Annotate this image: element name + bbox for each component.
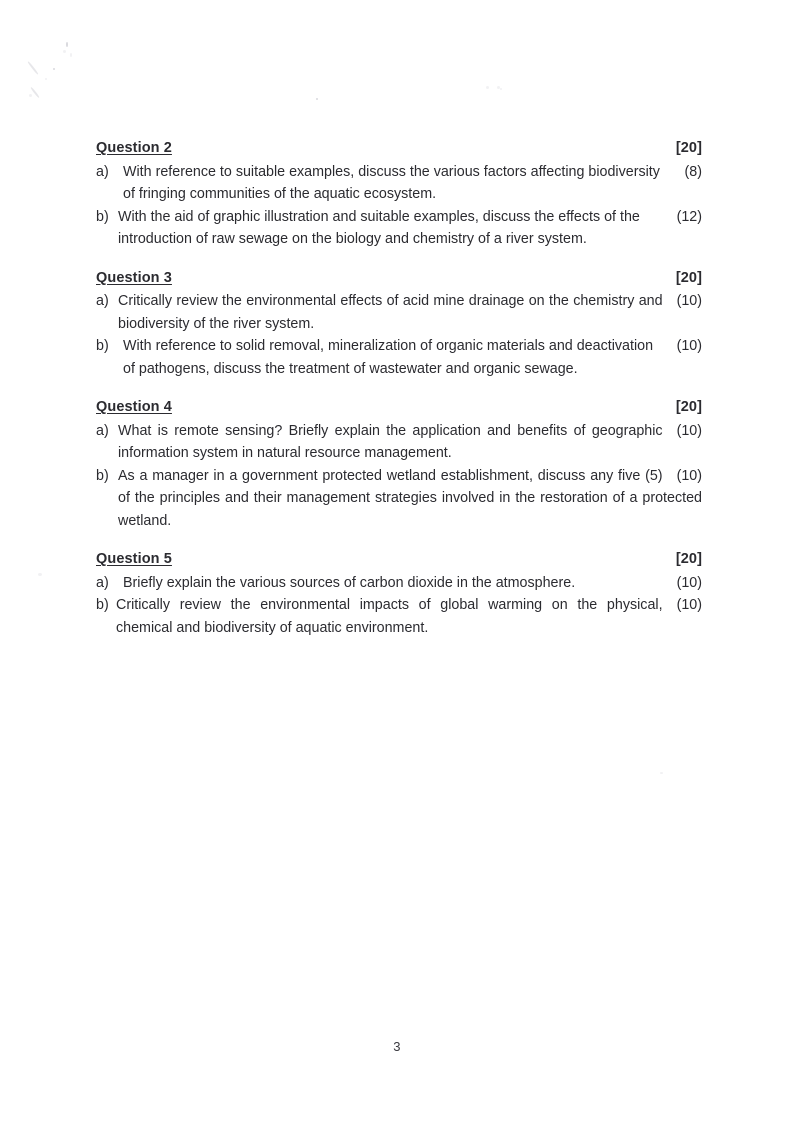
item-marker: b)	[96, 338, 109, 354]
question-title: Question 4	[96, 399, 172, 415]
question-block	[96, 396, 702, 532]
item-marker: b)	[96, 597, 109, 613]
question-total-marks: [20]	[675, 551, 702, 567]
item-marks: (12)	[676, 208, 702, 225]
item-text: Critically review the environmental effects of acid mine drainage on the chemistry and biodiversity of the river system.	[118, 293, 663, 332]
item-body	[123, 572, 702, 595]
question-heading	[96, 396, 702, 419]
question-item	[96, 594, 702, 639]
item-text: With reference to suitable examples, discuss the various factors affecting biodiversity of fringing communities of the aquatic ecosystem.	[123, 163, 660, 202]
scan-speck	[500, 88, 502, 90]
scan-speck	[45, 78, 47, 80]
item-body	[123, 161, 702, 206]
question-total-marks: [20]	[675, 269, 702, 286]
item-body	[123, 335, 702, 380]
scan-speck	[660, 772, 663, 774]
item-text: Briefly explain the various sources of carbon dioxide in the atmosphere.	[123, 574, 576, 591]
page-number: 3	[393, 1039, 401, 1054]
question-total-marks: [20]	[675, 140, 702, 156]
item-text: With the aid of graphic illustration and suitable examples, discuss the effects of the introduction of raw sewage on the biology and chemistry of a river system.	[118, 208, 640, 247]
item-body	[118, 420, 702, 465]
question-item	[96, 290, 702, 335]
item-marker: b)	[96, 208, 109, 225]
scan-speck	[38, 573, 42, 576]
item-text: What is remote sensing? Briefly explain the application and benefits of geographic information system in natural resource management.	[118, 422, 663, 461]
item-body	[118, 290, 702, 335]
item-marks: (8)	[684, 163, 702, 180]
question-item	[96, 572, 702, 595]
item-text: As a manager in a government protected wetland establishment, discuss any five (5) of the principles and their management strategies involved in the restoration of a protected wetland.	[118, 467, 702, 529]
item-marker: a)	[96, 293, 109, 309]
question-item	[96, 335, 702, 380]
item-body	[118, 465, 702, 533]
question-block	[96, 267, 702, 381]
scan-speck	[70, 53, 72, 57]
scan-speck	[29, 94, 32, 97]
item-marks: (10)	[676, 574, 702, 591]
item-marker: b)	[96, 467, 109, 484]
item-marks: (10)	[676, 338, 702, 354]
item-text: With reference to solid removal, mineralization of organic materials and deactivation of pathogens, discuss the treatment of wastewater and organic sewage.	[123, 338, 654, 377]
item-marks: (10)	[676, 293, 702, 309]
question-heading	[96, 548, 702, 571]
question-block	[96, 137, 702, 251]
item-marks: (10)	[676, 467, 702, 484]
question-block	[96, 548, 702, 639]
question-title: Question 5	[96, 551, 172, 567]
item-text: Critically review the environmental impacts of global warming on the physical, chemical and biodiversity of aquatic environment.	[116, 597, 663, 636]
scan-speck	[53, 68, 55, 70]
item-marks: (10)	[676, 597, 702, 613]
question-heading	[96, 267, 702, 290]
item-marker: a)	[96, 574, 109, 591]
item-body	[116, 594, 702, 639]
scan-streak	[27, 61, 38, 75]
exam-questions	[96, 137, 702, 639]
scan-speck	[497, 86, 500, 89]
question-title: Question 3	[96, 269, 172, 286]
question-item	[96, 465, 702, 533]
scan-speck	[66, 42, 68, 47]
scan-streak	[30, 87, 40, 98]
item-marker: a)	[96, 422, 109, 439]
scan-speck	[316, 98, 318, 100]
scan-speck	[63, 50, 66, 53]
question-title: Question 2	[96, 140, 172, 156]
item-marker: a)	[96, 163, 109, 180]
item-marks: (10)	[676, 422, 702, 439]
scan-speck	[486, 86, 489, 89]
item-body	[118, 206, 702, 251]
question-item	[96, 161, 702, 206]
question-heading	[96, 137, 702, 160]
question-item	[96, 206, 702, 251]
question-item	[96, 420, 702, 465]
question-total-marks: [20]	[675, 399, 702, 415]
